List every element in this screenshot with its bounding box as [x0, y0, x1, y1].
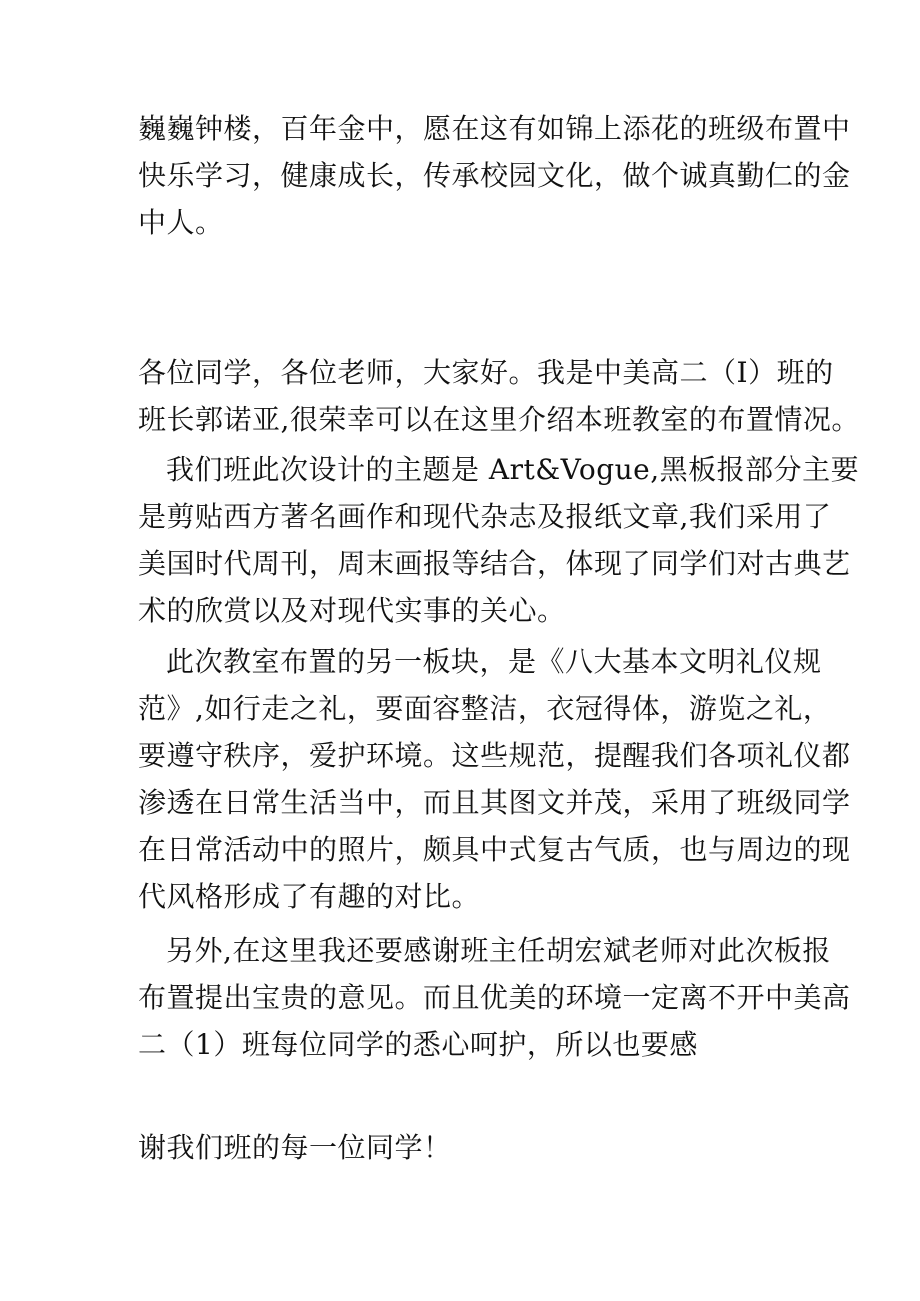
- paragraph-closing: [138, 1124, 798, 1171]
- text-line: 快乐学习，健康成长，传承校园文化，做个诚真勤仁的金: [138, 159, 851, 192]
- text-line: 布置提出宝贵的意见。而且优美的环境一定离不开中美高: [138, 981, 851, 1014]
- text-line: 是剪贴西方著名画作和现代杂志及报纸文章,我们采用了: [138, 500, 832, 533]
- text-line: 要遵守秩序，爱护环境。这些规范，提醒我们各项礼仪都: [138, 739, 851, 772]
- text-line: 巍巍钟楼，百年金中，愿在这有如锦上添花的班级布置中: [138, 112, 851, 145]
- text-line: 中人。: [138, 206, 224, 239]
- text-line: 谢我们班的每一位同学！: [138, 1131, 452, 1164]
- text-line: 美国时代周刊，周末画报等结合，体现了同学们对古典艺: [138, 547, 851, 580]
- paragraph-etiquette: [138, 638, 851, 920]
- text-line: 班长郭诺亚,很荣幸可以在这里介绍本班教室的布置情况。: [138, 403, 860, 436]
- text-line: 术的欣赏以及对现代实事的关心。: [138, 594, 566, 627]
- text-line: 在日常活动中的照片，颇具中式复古气质，也与周边的现: [138, 833, 851, 866]
- paragraph-greeting: [138, 349, 860, 443]
- text-line: 范》,如行走之礼，要面容整洁，衣冠得体，游览之礼，: [138, 692, 832, 725]
- text-line: 各位同学，各位老师，大家好。我是中美高二（I）班的: [138, 356, 834, 389]
- text-line: 二（1）班每位同学的悉心呵护，所以也要感: [138, 1028, 698, 1061]
- text-line: 另外,在这里我还要感谢班主任胡宏斌老师对此次板报: [166, 934, 831, 967]
- text-line: 此次教室布置的另一板块，是《八大基本文明礼仪规: [166, 645, 822, 678]
- text-line: 代风格形成了有趣的对比。: [138, 880, 481, 913]
- text-line: 我们班此次设计的主题是 Art&Vogue,黑板报部分主要: [166, 453, 860, 486]
- paragraph-school-motto: [138, 105, 851, 246]
- paragraph-theme: [138, 446, 860, 634]
- text-line: 渗透在日常生活当中，而且其图文并茂，采用了班级同学: [138, 786, 851, 819]
- paragraph-thanks: [138, 927, 851, 1068]
